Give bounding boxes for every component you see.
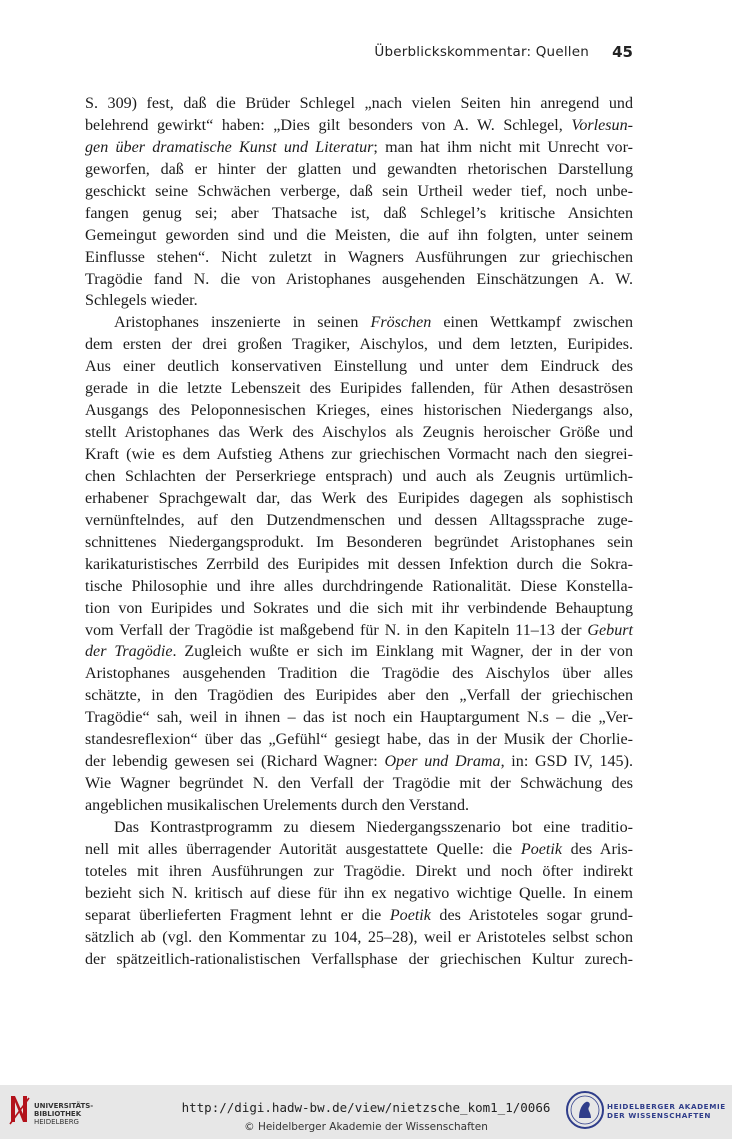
text-line (85, 949, 633, 971)
text-segment: Das Kontrastprogramm zu diesem Niedergangsszenario bot eine traditio- (114, 818, 633, 836)
text-line (85, 510, 633, 532)
text-segment: der lebendig gewesen sei (Richard Wagner: (85, 753, 385, 771)
text-segment: einen Wettkampf zwischen (431, 314, 633, 332)
text-segment: des Aris- (562, 840, 633, 858)
text-line (85, 400, 633, 422)
text-line (85, 115, 633, 137)
page-number: 45 (612, 43, 633, 61)
text-line (85, 532, 633, 554)
text-line (85, 839, 633, 861)
text-segment: Tragödie“ sah, weil in ihnen – das ist noch ein Hauptargument N.s – die „Ver- (85, 709, 633, 727)
text-line (85, 181, 633, 203)
text-segment: der spätzeitlich-rationalistischen Verfallsphase der griechischen Kultur zurech- (85, 950, 633, 968)
text-line (85, 225, 633, 247)
hadw-logo[interactable] (565, 1090, 730, 1134)
text-line (85, 927, 633, 949)
footer-url-link[interactable]: http://digi.hadw-bw.de/view/nietzsche_kom1_1/0066 (181, 1100, 551, 1115)
text-segment: Wie Wagner begründet N. den Verfall der Tragödie mit der Schwächung des (85, 775, 633, 793)
text-line (85, 663, 633, 685)
text-segment: karikaturistisches Zerrbild des Euripides mit dessen Infektion durch die Sokra- (85, 555, 633, 573)
text-line (85, 707, 633, 729)
text-segment: schnittenes Niedergangsprodukt. Im Besonderen begründet Aristophanes sein (85, 533, 633, 551)
text-line (85, 905, 633, 927)
text-segment: Gemeingut geworden sind und die Meisten, die auf ihn folgten, unter seinem (85, 226, 633, 244)
text-segment: des Aristoteles sogar grund- (430, 906, 633, 924)
page-header (85, 44, 633, 64)
text-line (85, 488, 633, 510)
text-line (85, 641, 633, 663)
text-line (85, 729, 633, 751)
text-segment: . Zugleich wußte er sich im Einklang mit Wagner, der in der von (172, 643, 633, 661)
hadw-logo-text: HEIDELBERGER AKADEMIE DER WISSENSCHAFTEN (607, 1102, 726, 1120)
text-segment: fangen genug sei; aber Thatsache ist, daß Schlegel’s kritische Ansichten (85, 204, 633, 222)
text-segment: ; man hat ihm nicht mit Unrecht vor- (373, 138, 633, 156)
text-line (85, 598, 633, 620)
text-line (85, 576, 633, 598)
text-segment: Einflusse stehen“. Nicht zuletzt in Wagners Ausführungen zur griechischen (85, 248, 633, 266)
text-segment: erhabener Sprachgewalt dar, das Werk des Euripides dagegen als sophistisch (85, 489, 633, 507)
text-line (85, 554, 633, 576)
text-line (85, 817, 633, 839)
text-segment: geworfen, daß er hinter der glatten und gewandten rhetorischen Darstellung (85, 160, 633, 178)
text-segment: Ausgangs des Peloponnesischen Krieges, eines historischen Niedergangs also, (85, 402, 633, 420)
text-segment: belehrend gewirkt“ haben: „Dies gilt besonders von A. W. Schlegel, (85, 116, 572, 134)
text-segment: vom Verfall der Tragödie ist maßgebend für N. in den Kapiteln 11–13 der (85, 621, 588, 639)
text-line (85, 883, 633, 905)
text-segment: tische Philosophie und ihre alles durchdringende Rationalität. Diese Konstella- (85, 577, 633, 595)
text-line (85, 466, 633, 488)
text-segment: Tragödie fand N. die von Aristophanes ausgehenden Einschätzungen A. W. (85, 270, 633, 288)
text-segment: Aristophanes inszenierte in seinen (114, 314, 371, 332)
text-line (85, 620, 633, 642)
text-line (85, 773, 633, 795)
italic-text: Geburt (587, 621, 633, 639)
text-line (85, 378, 633, 400)
text-segment: toteles mit ihren Ausführungen zur Tragödie. Direkt und noch öfter indirekt (85, 862, 633, 880)
text-line (85, 269, 633, 291)
text-segment: schätzte, in den Tragödien des Euripides aber den „Verfall der griechischen (85, 687, 633, 705)
ub-logo-text: UNIVERSITÄTS- BIBLIOTHEK HEIDELBERG (34, 1102, 94, 1126)
text-segment: separat überlieferten Fragment lehnt er die (85, 906, 390, 924)
italic-text: der Tragödie (85, 643, 173, 661)
italic-text: Vorlesun- (571, 116, 633, 134)
text-segment: dem ersten der drei großen Tragiker, Aischylos, und dem letzten, Euripides. (85, 336, 633, 354)
italic-text: Poetik (520, 840, 562, 858)
text-segment: S. 309) fest, daß die Brüder Schlegel „nach vielen Seiten hin anregend und (85, 95, 633, 112)
italic-text: Fröschen (370, 314, 432, 332)
text-line (85, 422, 633, 444)
italic-text: gen über dramatische Kunst und Literatur (85, 138, 374, 156)
text-line (85, 795, 633, 817)
text-line (85, 203, 633, 225)
text-segment: , in: GSD IV, 145). (500, 753, 633, 771)
text-line (85, 247, 633, 269)
footer-copyright: © Heidelberger Akademie der Wissenschaften (244, 1121, 488, 1133)
text-segment: gerade in die letzte Lebenszeit des Euripides fallenden, für Athen desaströsen (85, 380, 633, 398)
text-segment: sätzlich ab (vgl. den Kommentar zu 104, 25–28), weil er Aristoteles selbst schon (85, 928, 633, 946)
text-segment: vernünftelndes, auf den Dutzendmenschen und dessen Alltagssprache zuge- (85, 511, 633, 529)
hadw-seal-icon (565, 1090, 605, 1130)
text-segment: tion von Euripides und Sokrates und die sich mit ihr verbindende Behauptung (85, 599, 633, 617)
text-segment: Kraft (wie es dem Aufstieg Athens zur griechischen Vormacht nach den siegrei- (85, 446, 633, 463)
text-segment: stellt Aristophanes das Werk des Aischylos als Zeugnis heroischer Größe und (85, 424, 633, 442)
text-segment: geschickt seine Schwächen verberge, daß sein Urtheil weder tief, noch unbe- (85, 182, 633, 200)
italic-text: Oper und Drama (384, 753, 501, 771)
text-segment: Aus einer deutlich konservativen Einstellung und unter dem Eindruck des (85, 358, 633, 376)
running-title: Überblickskommentar: Quellen (374, 44, 589, 60)
text-line (85, 861, 633, 883)
text-segment: angeblichen musikalischen Urelements durch den Verstand. (85, 797, 470, 814)
text-segment: nell mit alles überragender Autorität ausgestattete Quelle: die (85, 840, 521, 858)
text-segment: Aristophanes ausgehenden Tradition die Tragödie des Aischylos über alles (85, 665, 633, 683)
text-segment: standesreflexion“ über das „Gefühl“ gesiegt habe, das in der Musik der Chorlie- (85, 731, 633, 749)
text-segment: chen Schlachten der Perserkriege entsprach) und auch als Zeugnis urtümlich- (85, 467, 633, 485)
text-line (85, 356, 633, 378)
text-line (85, 159, 633, 181)
text-line (85, 444, 633, 466)
text-segment: bezieht sich N. kritisch auf diese für ihn ex negativo wichtige Quelle. In einem (85, 884, 633, 902)
text-line (85, 334, 633, 356)
text-line (85, 685, 633, 707)
text-line (85, 137, 633, 159)
body-text (85, 93, 633, 971)
text-line (85, 751, 633, 773)
text-segment: Schlegels wieder. (85, 292, 198, 310)
text-line (85, 290, 633, 312)
text-line (85, 312, 633, 334)
italic-text: Poetik (389, 906, 431, 924)
text-line (85, 93, 633, 115)
